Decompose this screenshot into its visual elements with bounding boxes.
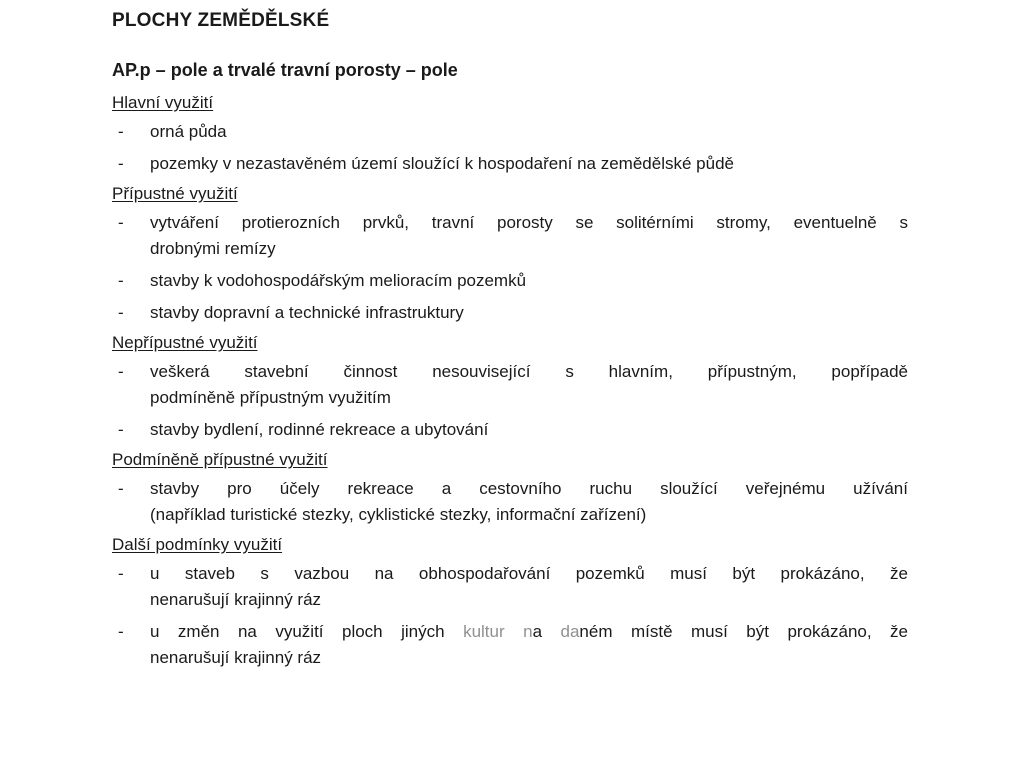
- text-run: podmíněně přípustným využitím: [150, 388, 391, 407]
- bullet-text: [150, 359, 908, 411]
- text-run: a: [532, 622, 561, 641]
- bullet-text: [150, 561, 908, 613]
- section-heading: Nepřípustné využití: [112, 333, 258, 352]
- text-run-muted: kultur n: [463, 622, 533, 641]
- text-line: [150, 151, 908, 177]
- bullet-text: [150, 300, 908, 326]
- bullet-item: [112, 476, 908, 528]
- bullet-text: [150, 417, 908, 443]
- text-run: nenarušují krajinný ráz: [150, 648, 322, 667]
- bullet-text: [150, 268, 908, 294]
- bullet-item: [112, 210, 908, 262]
- text-run: stavby k vodohospodářským melioracím pozemků: [150, 271, 527, 290]
- text-run: ném místě musí být prokázáno, že: [579, 622, 908, 641]
- sections: [112, 92, 908, 671]
- page-title: PLOCHY ZEMĚDĚLSKÉ: [112, 10, 330, 31]
- bullet-dash: -: [118, 362, 124, 381]
- text-line: [150, 210, 908, 236]
- bullet-item: [112, 359, 908, 411]
- bullet-item: [112, 561, 908, 613]
- bullet-item: [112, 417, 908, 443]
- text-line: [150, 268, 908, 294]
- text-run-muted: da: [560, 622, 580, 641]
- text-run: stavby dopravní a technické infrastruktury: [150, 303, 464, 322]
- bullet-text: [150, 210, 908, 262]
- bullet-dash: -: [118, 122, 124, 141]
- text-line: [150, 619, 908, 645]
- bullet-text: [150, 619, 908, 671]
- text-line: [150, 236, 908, 262]
- bullet-dash: -: [118, 271, 124, 290]
- bullet-dash: -: [118, 479, 124, 498]
- section-heading: Podmíněně přípustné využití: [112, 450, 328, 469]
- text-line: [150, 385, 908, 411]
- text-run: stavby bydlení, rodinné rekreace a ubytování: [150, 420, 489, 439]
- bullet-text: [150, 119, 908, 145]
- section: [112, 92, 908, 177]
- text-line: [150, 587, 908, 613]
- text-line: [150, 645, 908, 671]
- text-run: drobnými remízy: [150, 239, 276, 258]
- section: [112, 183, 908, 326]
- text-run: pozemky v nezastavěném území sloužící k hospodaření na zemědělské půdě: [150, 154, 734, 173]
- text-run: u změn na využití ploch jiných: [150, 622, 464, 641]
- text-run: (například turistické stezky, cyklistické stezky, informační zařízení): [150, 505, 647, 524]
- text-line: [150, 417, 908, 443]
- bullet-item: [112, 300, 908, 326]
- text-line: [150, 476, 908, 502]
- bullet-item: [112, 151, 908, 177]
- section: [112, 449, 908, 528]
- bullet-dash: -: [118, 213, 124, 232]
- bullet-dash: -: [118, 564, 124, 583]
- text-run: nenarušují krajinný ráz: [150, 590, 322, 609]
- section-heading: Další podmínky využití: [112, 535, 283, 554]
- bullet-text: [150, 476, 908, 528]
- bullet-dash: -: [118, 154, 124, 173]
- bullet-item: [112, 119, 908, 145]
- text-run: vytváření protierozních prvků, travní porosty se solitérními stromy, eventuelně s: [150, 213, 908, 232]
- section-heading: Hlavní využití: [112, 93, 214, 112]
- section: [112, 534, 908, 671]
- text-run: veškerá stavební činnost nesouvisející s hlavním, přípustným, popřípadě: [150, 362, 908, 381]
- text-line: [150, 502, 908, 528]
- bullet-dash: -: [118, 622, 124, 641]
- bullet-text: [150, 151, 908, 177]
- section: [112, 332, 908, 443]
- text-line: [150, 119, 908, 145]
- text-run: orná půda: [150, 122, 227, 141]
- text-run: stavby pro účely rekreace a cestovního ruchu sloužící veřejnému užívání: [150, 479, 908, 498]
- text-run: u staveb s vazbou na obhospodařování pozemků musí být prokázáno, že: [150, 564, 908, 583]
- text-line: [150, 300, 908, 326]
- bullet-item: [112, 268, 908, 294]
- text-line: [150, 359, 908, 385]
- bullet-dash: -: [118, 303, 124, 322]
- text-line: [150, 561, 908, 587]
- bullet-item: [112, 619, 908, 671]
- document-subtitle: AP.p – pole a trvalé travní porosty – pole: [112, 60, 458, 80]
- bullet-dash: -: [118, 420, 124, 439]
- section-heading: Přípustné využití: [112, 184, 238, 203]
